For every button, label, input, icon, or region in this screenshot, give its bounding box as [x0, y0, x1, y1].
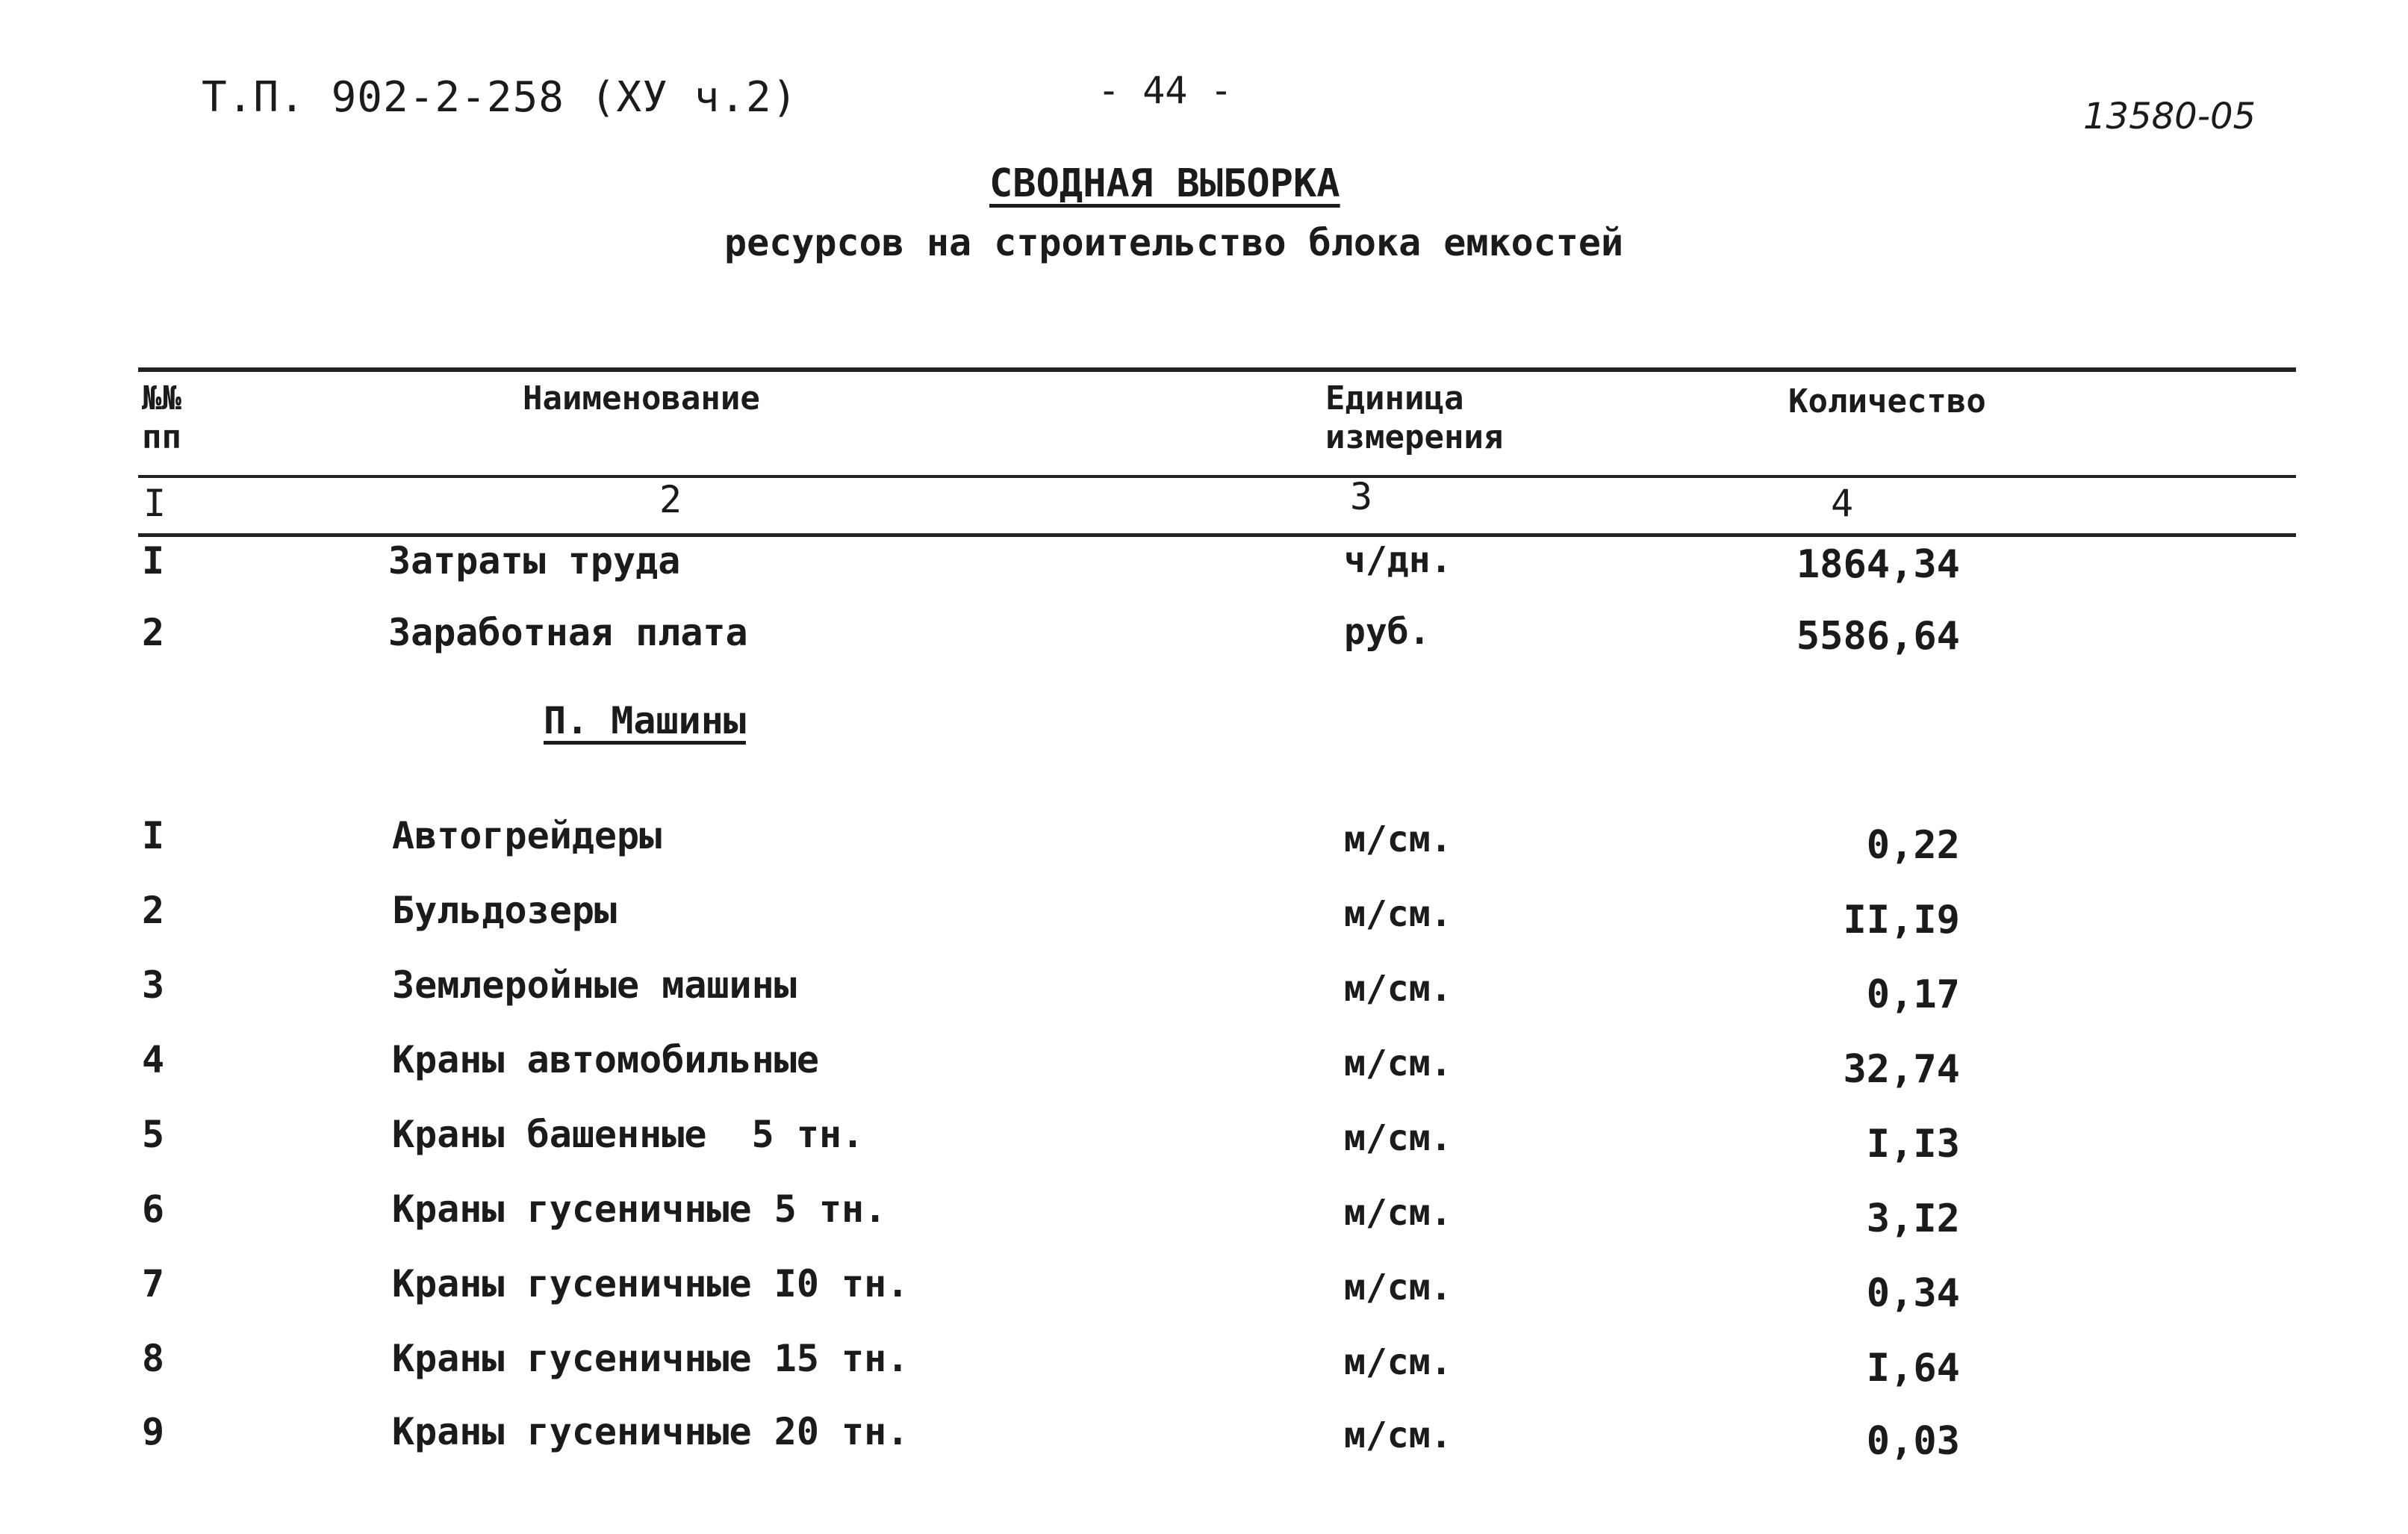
- document-subtitle: ресурсов на строительство блока емкостей: [724, 221, 1624, 264]
- row-unit: ч/дн.: [1344, 539, 1452, 581]
- row-number: 4: [142, 1038, 165, 1081]
- row-unit: м/см.: [1344, 1267, 1452, 1308]
- header-bottom-rule: [138, 475, 2296, 478]
- row-unit: м/см.: [1344, 1192, 1452, 1234]
- row-quantity: 0,22: [1866, 823, 1960, 868]
- row-name: Заработная плата: [388, 611, 748, 654]
- row-unit: руб.: [1344, 611, 1431, 653]
- row-quantity: II,I9: [1843, 898, 1960, 943]
- page-number: - 44 -: [1098, 69, 1233, 112]
- row-name: Краны башенные 5 тн.: [392, 1113, 865, 1156]
- row-number: 2: [142, 611, 165, 654]
- row-name: Землеройные машины: [392, 963, 797, 1007]
- row-unit: м/см.: [1344, 1043, 1452, 1084]
- header-num: №№ пп: [142, 379, 181, 456]
- row-quantity: 3,I2: [1866, 1196, 1960, 1241]
- column-number: 3: [1350, 475, 1373, 518]
- row-unit: м/см.: [1344, 968, 1452, 1010]
- column-number: 2: [659, 478, 682, 521]
- row-quantity: 0,03: [1866, 1419, 1960, 1464]
- row-quantity: 5586,64: [1796, 614, 1960, 659]
- row-quantity: 1864,34: [1796, 542, 1960, 587]
- header-unit: Единица измерения: [1325, 379, 1504, 456]
- row-unit: м/см.: [1344, 893, 1452, 935]
- row-number: 9: [142, 1410, 165, 1453]
- column-numbers-rule: [138, 533, 2296, 537]
- row-unit: м/см.: [1344, 1117, 1452, 1159]
- row-name: Затраты труда: [388, 539, 681, 583]
- table-top-rule: [138, 367, 2296, 372]
- row-quantity: 0,17: [1866, 972, 1960, 1017]
- row-number: 8: [142, 1337, 165, 1380]
- section-title: П. Машины: [544, 699, 746, 742]
- row-number: 6: [142, 1187, 165, 1231]
- row-name: Бульдозеры: [392, 889, 617, 932]
- row-quantity: 32,74: [1843, 1047, 1960, 1092]
- row-quantity: 0,34: [1866, 1271, 1960, 1316]
- document-reference: Т.П. 902-2-258 (ХУ ч.2): [202, 73, 798, 122]
- header-qty: Количество: [1788, 382, 1986, 420]
- row-name: Краны гусеничные I0 тн.: [392, 1262, 909, 1305]
- row-unit: м/см.: [1344, 1341, 1452, 1383]
- column-number: I: [143, 482, 167, 525]
- header-name: Наименование: [523, 379, 760, 417]
- row-quantity: I,64: [1866, 1346, 1960, 1391]
- row-name: Автогрейдеры: [392, 814, 662, 857]
- row-name: Краны гусеничные 5 тн.: [392, 1187, 887, 1231]
- row-unit: м/см.: [1344, 1415, 1452, 1456]
- column-number: 4: [1831, 482, 1854, 525]
- archive-number: 13580-05: [2083, 96, 2256, 137]
- row-name: Краны автомобильные: [392, 1038, 819, 1081]
- row-quantity: I,I3: [1866, 1122, 1960, 1167]
- row-number: I: [142, 539, 165, 583]
- row-name: Краны гусеничные 20 тн.: [392, 1410, 909, 1453]
- row-number: 5: [142, 1113, 165, 1156]
- row-number: 7: [142, 1262, 165, 1305]
- row-unit: м/см.: [1344, 819, 1452, 860]
- row-number: I: [142, 814, 165, 857]
- row-number: 2: [142, 889, 165, 932]
- row-name: Краны гусеничные 15 тн.: [392, 1337, 909, 1380]
- row-number: 3: [142, 963, 165, 1007]
- document-title: СВОДНАЯ ВЫБОРКА: [989, 161, 1340, 206]
